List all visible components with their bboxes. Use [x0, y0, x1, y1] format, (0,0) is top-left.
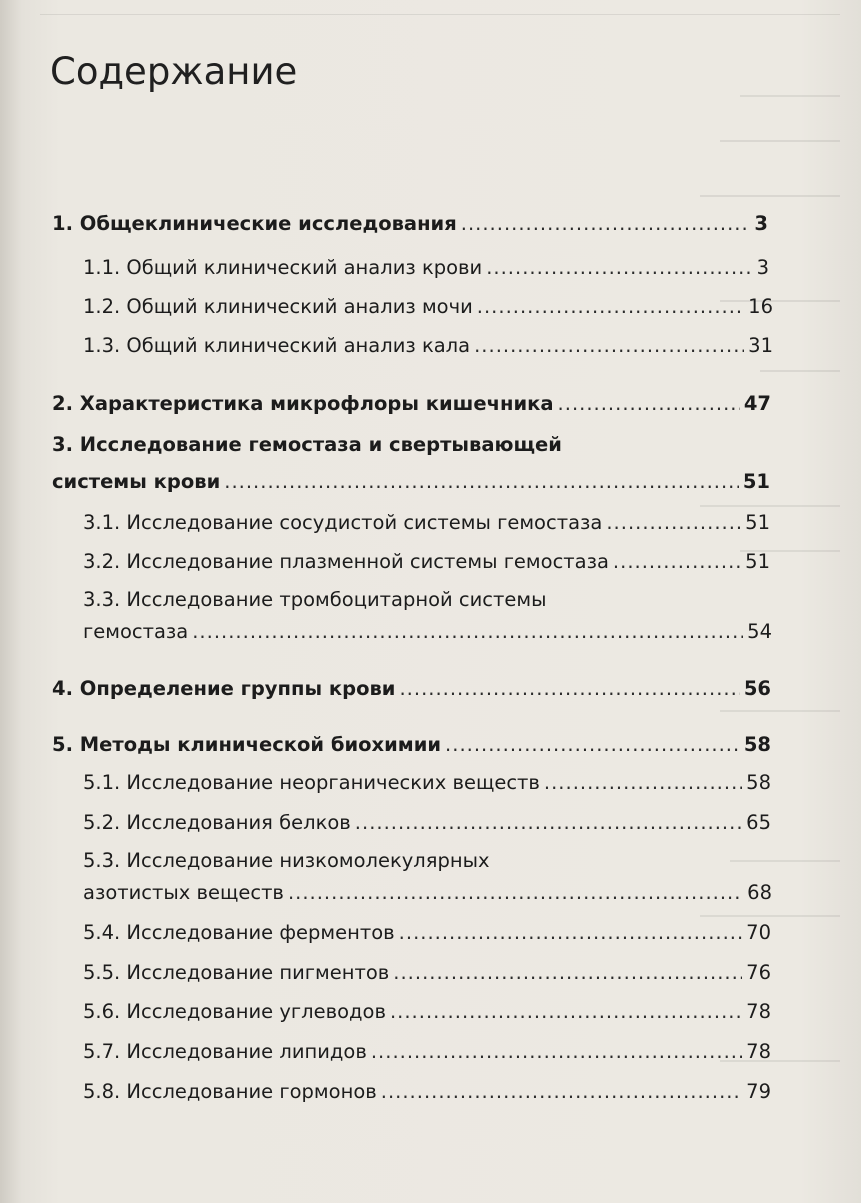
chapter-title-line2: системы крови: [52, 470, 221, 493]
item-label: 5.8. Исследование гормонов: [83, 1080, 377, 1103]
item-label-line2: гемостаза: [83, 620, 189, 643]
page-number: 78: [746, 1040, 771, 1063]
toc-item-5-3-line1[interactable]: 5.3. Исследование низкомолекулярных: [83, 849, 490, 872]
page-number: 76: [746, 961, 771, 984]
toc-item-3-1[interactable]: [83, 511, 770, 534]
item-label: 1.3. Общий клинический анализ кала: [83, 334, 471, 357]
chapter-number: 3.: [52, 433, 73, 456]
leader-dots: [399, 921, 743, 944]
page-number: 54: [747, 620, 772, 643]
leader-dots: [477, 295, 744, 318]
toc-item-5-8[interactable]: [83, 1080, 771, 1103]
item-label: 5.1. Исследование неорганических веществ: [83, 771, 540, 794]
toc-chapter-3-line1[interactable]: [52, 433, 562, 456]
leader-dots: [192, 620, 743, 643]
page-number: 3: [754, 212, 768, 235]
toc-chapter-2[interactable]: [52, 392, 771, 415]
item-label: 1.2. Общий клинический анализ мочи: [83, 295, 473, 318]
leader-dots: [381, 1080, 742, 1103]
leader-dots: [445, 733, 740, 756]
leader-dots: [393, 961, 742, 984]
page-number: 78: [746, 1000, 771, 1023]
item-label: 3.2. Исследование плазменной системы гемостаза: [83, 550, 609, 573]
chapter-number: 2.: [52, 392, 73, 415]
toc-item-1-2[interactable]: [83, 295, 773, 318]
leader-dots: [558, 392, 740, 415]
page-number: 3: [756, 256, 769, 279]
toc-item-5-4[interactable]: [83, 921, 771, 944]
page-number: 31: [748, 334, 773, 357]
toc-chapter-5[interactable]: [52, 733, 771, 756]
chapter-title: Характеристика микрофлоры кишечника: [79, 392, 554, 415]
chapter-title: Методы клинической биохимии: [79, 733, 442, 756]
header-strip: [40, 0, 840, 15]
page-number: 68: [747, 881, 772, 904]
page-number: 70: [746, 921, 771, 944]
item-label: 1.1. Общий клинический анализ крови: [83, 256, 483, 279]
page-number: 56: [743, 677, 771, 700]
page-number: 58: [746, 771, 771, 794]
toc-chapter-4[interactable]: [52, 677, 771, 700]
toc-item-5-5[interactable]: [83, 961, 771, 984]
toc-item-5-3[interactable]: [83, 881, 772, 904]
item-label: 5.4. Исследование ферментов: [83, 921, 395, 944]
leader-dots: [399, 677, 739, 700]
chapter-number: 4.: [52, 677, 73, 700]
chapter-number: 5.: [52, 733, 73, 756]
item-label: 5.2. Исследования белков: [83, 811, 351, 834]
toc-item-3-3-line1[interactable]: 3.3. Исследование тромбоцитарной системы: [83, 588, 547, 611]
leader-dots: [390, 1000, 742, 1023]
leader-dots: [486, 256, 752, 279]
item-label-line2: азотистых веществ: [83, 881, 284, 904]
leader-dots: [613, 550, 741, 573]
toc-item-3-3[interactable]: [83, 620, 772, 643]
leader-dots: [224, 470, 739, 493]
chapter-title: Определение группы крови: [79, 677, 396, 700]
toc-item-1-3[interactable]: [83, 334, 773, 357]
item-label: 5.7. Исследование липидов: [83, 1040, 367, 1063]
leader-dots: [544, 771, 742, 794]
toc-item-5-2[interactable]: [83, 811, 771, 834]
leader-dots: [371, 1040, 742, 1063]
chapter-title-line1: Исследование гемостаза и свертывающей: [79, 433, 562, 456]
chapter-title: Общеклинические исследования: [79, 212, 457, 235]
page-number: 65: [746, 811, 771, 834]
toc-item-5-1[interactable]: [83, 771, 771, 794]
leader-dots: [606, 511, 741, 534]
toc-chapter-1[interactable]: [52, 212, 768, 235]
page-number: 58: [743, 733, 771, 756]
toc-item-5-6[interactable]: [83, 1000, 771, 1023]
page-number: 51: [745, 550, 770, 573]
item-label: 5.6. Исследование углеводов: [83, 1000, 386, 1023]
toc-item-1-1[interactable]: [83, 256, 769, 279]
page-number: 79: [746, 1080, 771, 1103]
toc-chapter-3[interactable]: [52, 470, 770, 493]
page-number: 51: [745, 511, 770, 534]
page-number: 47: [743, 392, 771, 415]
leader-dots: [288, 881, 743, 904]
page-number: 51: [742, 470, 770, 493]
item-label: 5.5. Исследование пигментов: [83, 961, 390, 984]
toc-item-3-2[interactable]: [83, 550, 770, 573]
toc-item-5-7[interactable]: [83, 1040, 771, 1063]
leader-dots: [355, 811, 742, 834]
page-number: 16: [748, 295, 773, 318]
leader-dots: [474, 334, 744, 357]
page-title: Содержание: [50, 50, 298, 93]
chapter-number: 1.: [52, 212, 73, 235]
item-label: 3.1. Исследование сосудистой системы гемостаза: [83, 511, 603, 534]
leader-dots: [461, 212, 751, 235]
